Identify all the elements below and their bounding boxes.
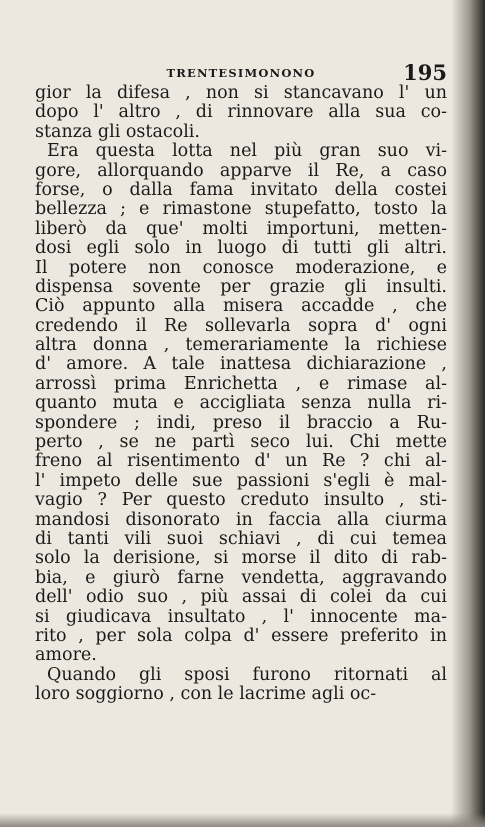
text-line: Ciò appunto alla misera accadde , che	[35, 296, 447, 317]
text-line: bellezza ; e rimastone stupefatto, tosto la	[35, 199, 447, 220]
running-head	[35, 62, 447, 84]
text-block	[35, 62, 447, 705]
text-line: altra donna , temerariamente la richiese	[35, 335, 447, 356]
text-line: di tanti vili suoi schiavi , di cui temea	[35, 528, 447, 549]
text-line: stanza gli ostacoli.	[35, 121, 200, 142]
paragraph	[35, 142, 447, 666]
text-line: freno al risentimento d' un Re ? chi al-	[35, 451, 447, 472]
text-line: bia, e giurò farne vendetta, aggravando	[35, 567, 447, 588]
text-line: Il potere non conosce moderazione, e	[35, 257, 447, 278]
text-line: d' amore. A tale inattesa dichiarazione ,	[35, 354, 447, 375]
text-line: loro soggiorno , con le lacrime agli oc-	[35, 684, 377, 705]
text-line: dopo l' altro , di rinnovare alla sua co-	[35, 102, 447, 123]
running-title: TRENTESIMONONO	[166, 66, 316, 80]
text-line: gore, allorquando apparve il Re, a caso	[35, 160, 447, 181]
body-text	[35, 84, 447, 705]
text-line: rito , per sola colpa d' essere preferito in	[35, 625, 447, 646]
page-number: 195	[403, 60, 447, 85]
text-line: Era questa lotta nel più gran suo vi-	[47, 141, 447, 162]
text-line: mandosi disonorato in faccia alla ciurma	[35, 509, 447, 530]
page-edge-shadow	[451, 0, 485, 827]
paragraph	[35, 666, 447, 705]
text-line: quanto muta e accigliata senza nulla ri-	[35, 393, 447, 414]
text-line: liberò da que' molti importuni, metten-	[35, 218, 447, 239]
text-line: amore.	[35, 645, 97, 666]
paragraph	[35, 84, 447, 142]
text-line: Quando gli sposi furono ritornati al	[47, 664, 447, 685]
text-line: dispensa sovente per grazie gli insulti.	[35, 276, 447, 297]
text-line: dell' odio suo , più assai di colei da cui	[35, 587, 447, 608]
text-line: perto , se ne partì seco lui. Chi mette	[35, 432, 447, 453]
page-bottom-shadow	[0, 813, 485, 827]
text-line: solo la derisione, si morse il dito di rab-	[35, 548, 447, 569]
text-line: gior la difesa , non si stancavano l' un	[35, 83, 447, 103]
text-line: spondere ; indi, preso il braccio a Ru-	[35, 412, 447, 433]
text-line: si giudicava insultato , l' innocente ma-	[35, 606, 447, 627]
text-line: credendo il Re sollevarla sopra d' ogni	[35, 315, 447, 336]
text-line: l' impeto delle sue passioni s'egli è mal-	[35, 470, 447, 491]
text-line: forse, o dalla fama invitato della costei	[35, 179, 447, 200]
text-line: vagio ? Per questo creduto insulto , sti-	[35, 490, 447, 511]
text-line: arrossì prima Enrichetta , e rimase al-	[35, 373, 447, 394]
text-line: dosi egli solo in luogo di tutti gli altri.	[35, 238, 447, 259]
